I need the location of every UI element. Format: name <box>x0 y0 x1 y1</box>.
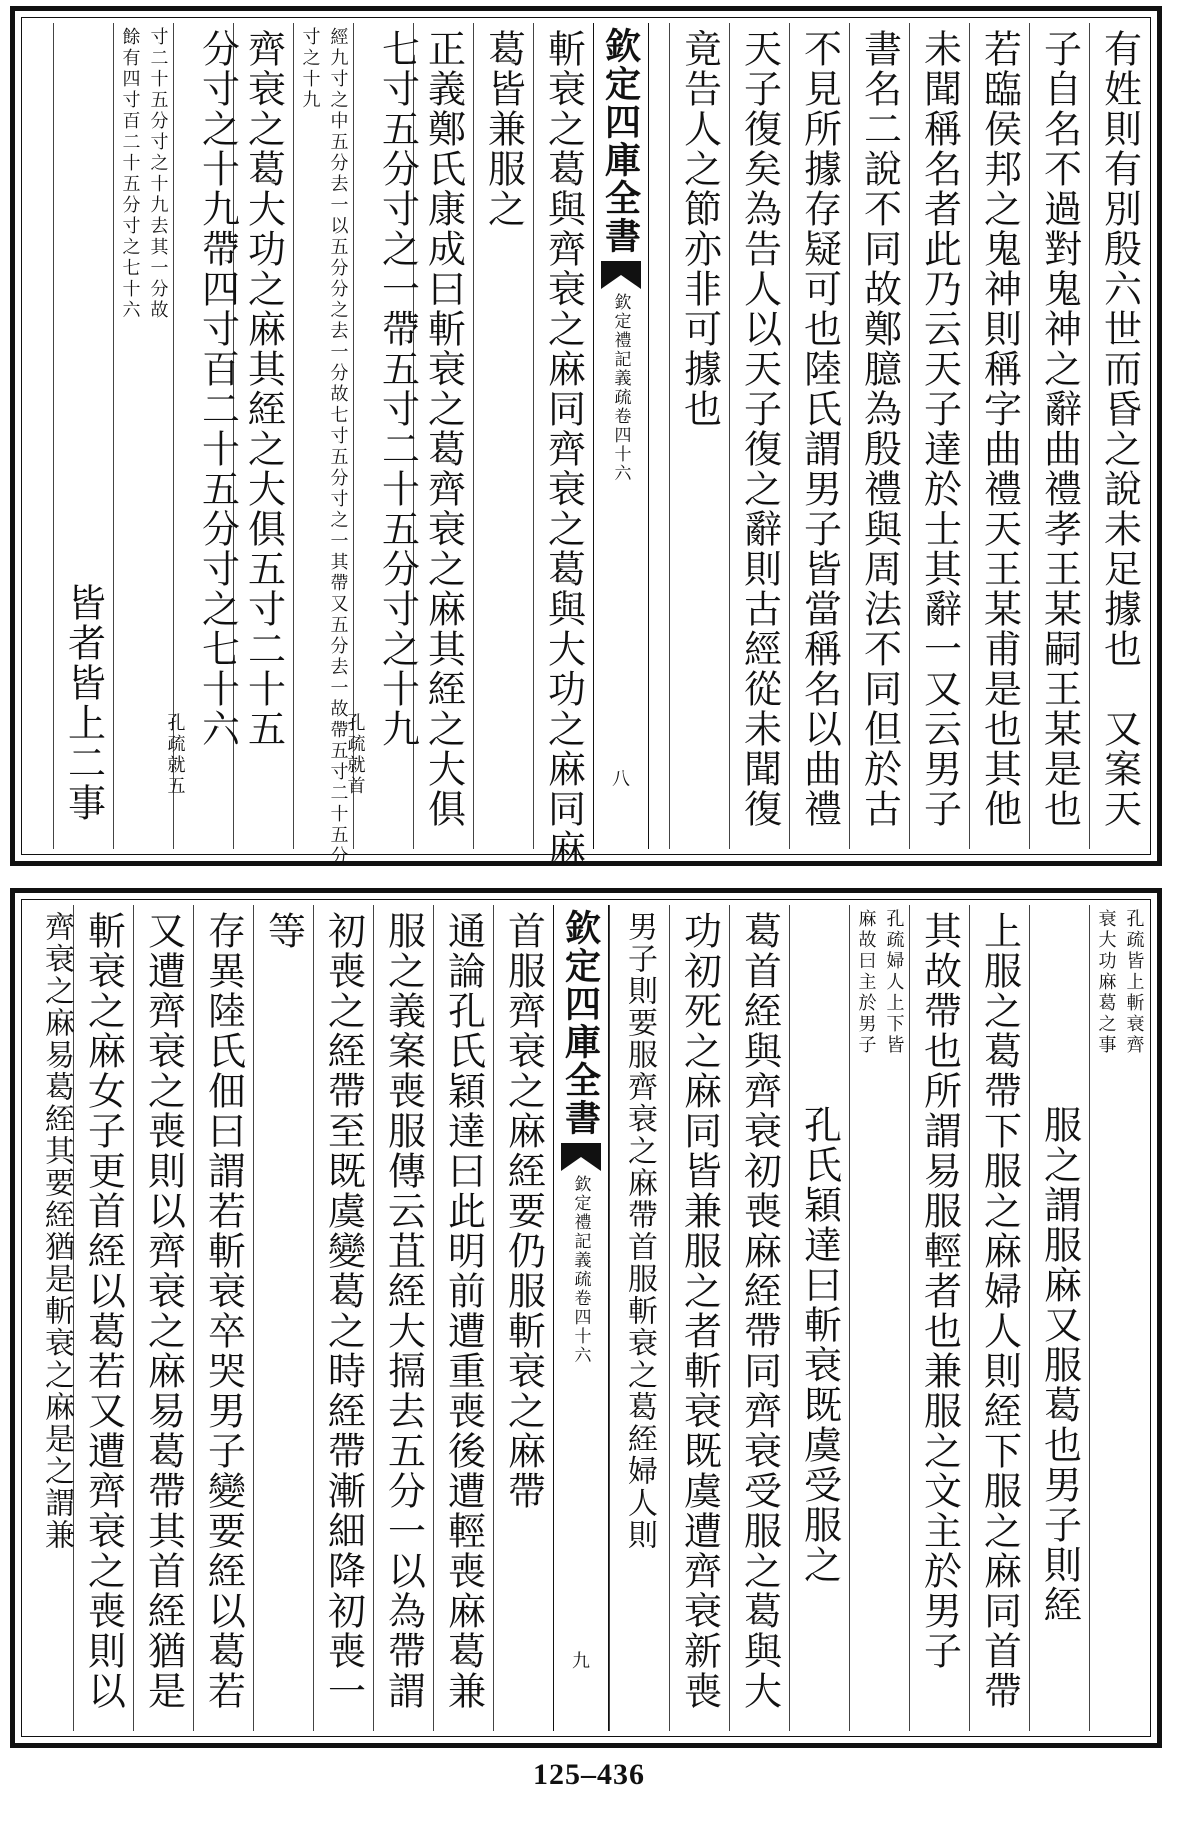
column <box>313 905 373 1731</box>
column-text: 竟告人之節亦非可據也 <box>677 29 722 429</box>
annotation-line: 寸二十五分寸之十九去其一分故 <box>147 27 169 321</box>
column <box>729 905 789 1731</box>
column <box>1089 905 1149 1731</box>
column-text: 若臨侯邦之鬼神則稱字曲禮天王某甫是也其他 <box>977 29 1022 829</box>
column <box>969 23 1029 849</box>
column <box>113 23 173 849</box>
column <box>53 23 113 849</box>
volume-title: 欽定禮記義疏 <box>570 1175 591 1289</box>
column <box>789 23 849 849</box>
top-page <box>10 6 1162 869</box>
column-text: 天子復矣為告人以天子復之辭則古經從未聞復 <box>737 29 782 829</box>
column <box>849 23 909 849</box>
bottom-page <box>10 888 1162 1748</box>
column <box>373 905 433 1731</box>
column-text: 服之謂服麻又服葛也男子則絰 <box>1037 1105 1082 1625</box>
column-text: 七寸五分寸之一帶五寸二十五分寸之十九 <box>375 29 420 749</box>
column-text: 葛首絰與齊衰初喪麻絰帶同齊衰受服之葛與大 <box>737 911 782 1711</box>
column <box>493 905 553 1731</box>
column-text: 未聞稱名者此乃云天子達於士其辭一又云男子 <box>917 29 962 829</box>
annotation-line: 孔疏皆上斬衰齊 <box>1123 909 1145 1056</box>
leaf-number: 九 <box>572 1651 590 1672</box>
column-text: 其故帶也所謂易服輕者也兼服之文主於男子 <box>917 911 962 1671</box>
fish-tail-icon <box>561 1143 601 1171</box>
column-text: 初喪之絰帶至既虞變葛之時絰帶漸細降初喪一 <box>321 911 366 1711</box>
column-text: 皆者皆上二事 <box>61 583 106 823</box>
column-note: 孔疏就五 <box>164 713 186 797</box>
column <box>669 905 729 1731</box>
column-text: 服之義案喪服傳云苴絰大搹去五分一以為帶謂 <box>381 911 426 1711</box>
column <box>1029 905 1089 1731</box>
column <box>1029 23 1089 849</box>
fish-tail-icon <box>601 261 641 289</box>
column-note: 孔疏就首 <box>344 713 366 797</box>
book-title: 欽定四庫全書 <box>559 909 602 1137</box>
annotation-line: 衰大功麻葛之事 <box>1095 909 1117 1056</box>
column <box>849 905 909 1731</box>
annotation-line: 孔疏婦人上下皆 <box>883 909 905 1056</box>
column <box>909 23 969 849</box>
column <box>609 905 657 1731</box>
column-text: 葛皆兼服之 <box>481 29 526 229</box>
volume-title: 欽定禮記義疏 <box>610 293 631 407</box>
column-text: 又遭齊衰之喪則以齊衰之麻易葛帶其首絰猶是 <box>141 911 186 1711</box>
column-text: 子自名不過對鬼神之辭曲禮孝王某嗣王某是也 <box>1037 29 1082 829</box>
column <box>729 23 789 849</box>
column-text: 孔氏穎達曰斬衰既虞受服之 <box>797 1105 842 1585</box>
volume-number: 卷四十六 <box>570 1289 591 1365</box>
volume-info <box>609 293 634 483</box>
column-text: 齊衰之葛大功之麻其絰之大俱五寸二十五 <box>241 29 286 749</box>
column <box>789 905 849 1731</box>
column <box>533 23 593 869</box>
column-text: 通論孔氏穎達曰此明前遭重喪後遭輕喪麻葛兼 <box>441 911 486 1711</box>
column-text: 等 <box>261 911 306 951</box>
annotation-line: 寸之十九 <box>299 27 321 111</box>
column <box>164 23 240 849</box>
column <box>253 905 313 1731</box>
annotation-line: 經九寸之中五分去一以五分分之去一分故七寸五分寸之一其帶又五分去一故帶五寸二十五分 <box>327 27 349 867</box>
column-text: 不見所據存疑可也陸氏謂男子皆當稱名以曲禮 <box>797 29 842 829</box>
column-text: 分寸之十九帶四寸百二十五分寸之七十六 <box>195 29 240 749</box>
center-gutter <box>593 23 649 849</box>
leaf-number: 八 <box>612 769 630 790</box>
book-title: 欽定四庫全書 <box>599 27 642 255</box>
column-text: 齊衰之麻易葛絰其要絰猶是斬衰之麻是之謂兼 <box>39 911 74 1551</box>
column-text: 上服之葛帶下服之麻婦人則絰下服之麻同首帶 <box>977 911 1022 1711</box>
column-text: 斬衰之麻女子更首絰以葛若又遭齊衰之喪則以 <box>81 911 126 1711</box>
column <box>909 905 969 1731</box>
annotation-line: 麻故曰主於男子 <box>855 909 877 1056</box>
column-text: 功初死之麻同皆兼服之者斬衰既虞遭齊衰新喪 <box>677 911 722 1711</box>
column-text: 首服齊衰之麻絰要仍服斬衰之麻帶 <box>501 911 546 1511</box>
column-text: 斬衰之葛與齊衰之麻同齊衰之葛與大功之麻同麻 <box>541 29 586 869</box>
column-text: 有姓則有別殷六世而昏之說未足據也 又案天 <box>1097 29 1142 829</box>
page-code: 125–436 <box>533 1758 645 1791</box>
column-text: 存異陸氏佃曰謂若斬衰卒哭男子變要絰以葛若 <box>201 911 246 1711</box>
column <box>293 23 353 867</box>
column <box>27 905 73 1731</box>
column <box>433 905 493 1731</box>
column <box>344 23 420 849</box>
column <box>473 23 533 849</box>
column-text: 男子則要服齊衰之麻帶首服斬衰之葛絰婦人則 <box>622 911 657 1551</box>
column-text: 書名二說不同故鄭臆為殷禮與周法不同但於古 <box>857 29 902 829</box>
column-text: 正義鄭氏康成曰斬衰之葛齊衰之麻其絰之大俱 <box>421 29 466 829</box>
column <box>669 23 729 849</box>
annotation-line: 餘有四寸百二十五分寸之七十六 <box>119 27 141 321</box>
column <box>133 905 193 1731</box>
center-gutter <box>553 905 609 1731</box>
volume-number: 卷四十六 <box>610 407 631 483</box>
volume-info <box>569 1175 594 1365</box>
column <box>1089 23 1149 849</box>
column <box>193 905 253 1731</box>
column <box>969 905 1029 1731</box>
